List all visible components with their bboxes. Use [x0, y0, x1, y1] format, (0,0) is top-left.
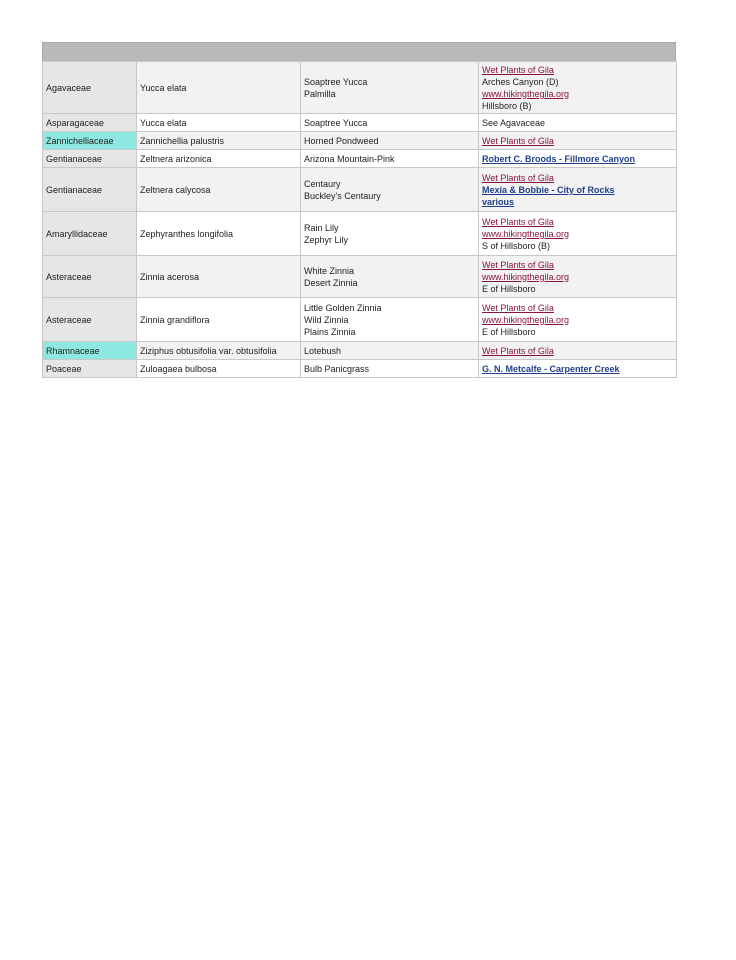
- common-name-cell: [301, 150, 479, 168]
- family-cell: Amaryllidaceae: [43, 212, 137, 256]
- source-cell: [479, 150, 677, 168]
- table-row: [43, 114, 677, 132]
- source-cell: [479, 114, 677, 132]
- source-link[interactable]: Wet Plants of Gila: [482, 172, 554, 183]
- source-cell: [479, 342, 677, 360]
- family-cell: Zannichelliaceae: [43, 132, 137, 150]
- table-row: [43, 298, 677, 342]
- source-link[interactable]: www.hikingthegila.org: [482, 271, 570, 282]
- common-name: Rain Lily: [304, 222, 339, 233]
- table-row: [43, 132, 677, 150]
- table-row: [43, 342, 677, 360]
- source-note: S of Hillsboro (B): [482, 240, 551, 251]
- source-cell: [479, 62, 677, 114]
- source-link[interactable]: Robert C. Broods - Fillmore Canyon: [482, 153, 636, 164]
- common-name: Soaptree Yucca: [304, 76, 368, 87]
- common-name: Desert Zinnia: [304, 277, 358, 288]
- source-link[interactable]: www.hikingthegila.org: [482, 228, 570, 239]
- source-cell: [479, 132, 677, 150]
- source-link[interactable]: G. N. Metcalfe - Carpenter Creek: [482, 363, 620, 374]
- source-link[interactable]: Wet Plants of Gila: [482, 259, 554, 270]
- scientific-name-cell: Zephyranthes longifolia: [137, 212, 301, 256]
- source-link[interactable]: Wet Plants of Gila: [482, 64, 554, 75]
- source-note: Hillsboro (B): [482, 100, 532, 111]
- family-cell: Agavaceae: [43, 62, 137, 114]
- source-cell: [479, 168, 677, 212]
- table-row: [43, 150, 677, 168]
- source-cell: [479, 256, 677, 298]
- common-name: Zephyr Lily: [304, 234, 349, 245]
- common-name-cell: [301, 360, 479, 378]
- scientific-name-cell: Zeltnera arizonica: [137, 150, 301, 168]
- common-name-cell: [301, 256, 479, 298]
- table-row: [43, 212, 677, 256]
- family-cell: Asparagaceae: [43, 114, 137, 132]
- scientific-name-cell: Zannichellia palustris: [137, 132, 301, 150]
- source-note: E of Hillsboro: [482, 326, 536, 337]
- source-link[interactable]: various: [482, 196, 515, 207]
- common-name: Centaury: [304, 178, 341, 189]
- source-link[interactable]: Wet Plants of Gila: [482, 345, 554, 356]
- scientific-name-cell: Zinnia acerosa: [137, 256, 301, 298]
- source-link[interactable]: www.hikingthegila.org: [482, 314, 570, 325]
- common-name-cell: [301, 62, 479, 114]
- family-cell: Poaceae: [43, 360, 137, 378]
- common-name: Soaptree Yucca: [304, 117, 368, 128]
- table-row: [43, 256, 677, 298]
- family-cell: Gentianaceae: [43, 168, 137, 212]
- source-note: E of Hillsboro: [482, 283, 536, 294]
- family-cell: Gentianaceae: [43, 150, 137, 168]
- common-name: White Zinnia: [304, 265, 355, 276]
- common-name-cell: [301, 132, 479, 150]
- table-row: [43, 62, 677, 114]
- source-note: See Agavaceae: [482, 117, 546, 128]
- source-note: Arches Canyon (D): [482, 76, 559, 87]
- plant-table: [42, 61, 677, 378]
- scientific-name-cell: Yucca elata: [137, 114, 301, 132]
- family-cell: Asteraceae: [43, 298, 137, 342]
- source-link[interactable]: Wet Plants of Gila: [482, 135, 554, 146]
- common-name-cell: [301, 168, 479, 212]
- scientific-name-cell: Zinnia grandiflora: [137, 298, 301, 342]
- plant-table-sheet: [42, 42, 676, 378]
- scientific-name-cell: Yucca elata: [137, 62, 301, 114]
- source-link[interactable]: Wet Plants of Gila: [482, 216, 554, 227]
- family-cell: Rhamnaceae: [43, 342, 137, 360]
- common-name: Buckley's Centaury: [304, 190, 381, 201]
- common-name: Palmilla: [304, 88, 336, 99]
- common-name-cell: [301, 114, 479, 132]
- common-name: Plains Zinnia: [304, 326, 356, 337]
- common-name: Bulb Panicgrass: [304, 363, 370, 374]
- scientific-name-cell: Zeltnera calycosa: [137, 168, 301, 212]
- common-name-cell: [301, 298, 479, 342]
- table-header-bar: [42, 42, 676, 61]
- table-row: [43, 360, 677, 378]
- common-name: Wild Zinnia: [304, 314, 349, 325]
- family-cell: Asteraceae: [43, 256, 137, 298]
- source-link[interactable]: Wet Plants of Gila: [482, 302, 554, 313]
- table-row: [43, 168, 677, 212]
- scientific-name-cell: Zuloagaea bulbosa: [137, 360, 301, 378]
- source-link[interactable]: www.hikingthegila.org: [482, 88, 570, 99]
- common-name-cell: [301, 212, 479, 256]
- common-name: Lotebush: [304, 345, 342, 356]
- scientific-name-cell: Ziziphus obtusifolia var. obtusifolia: [137, 342, 301, 360]
- source-cell: [479, 212, 677, 256]
- common-name: Arizona Mountain-Pink: [304, 153, 395, 164]
- common-name: Horned Pondweed: [304, 135, 379, 146]
- source-link[interactable]: Mexia & Bobbie - City of Rocks: [482, 184, 615, 195]
- source-cell: [479, 298, 677, 342]
- source-cell: [479, 360, 677, 378]
- common-name: Little Golden Zinnia: [304, 302, 382, 313]
- common-name-cell: [301, 342, 479, 360]
